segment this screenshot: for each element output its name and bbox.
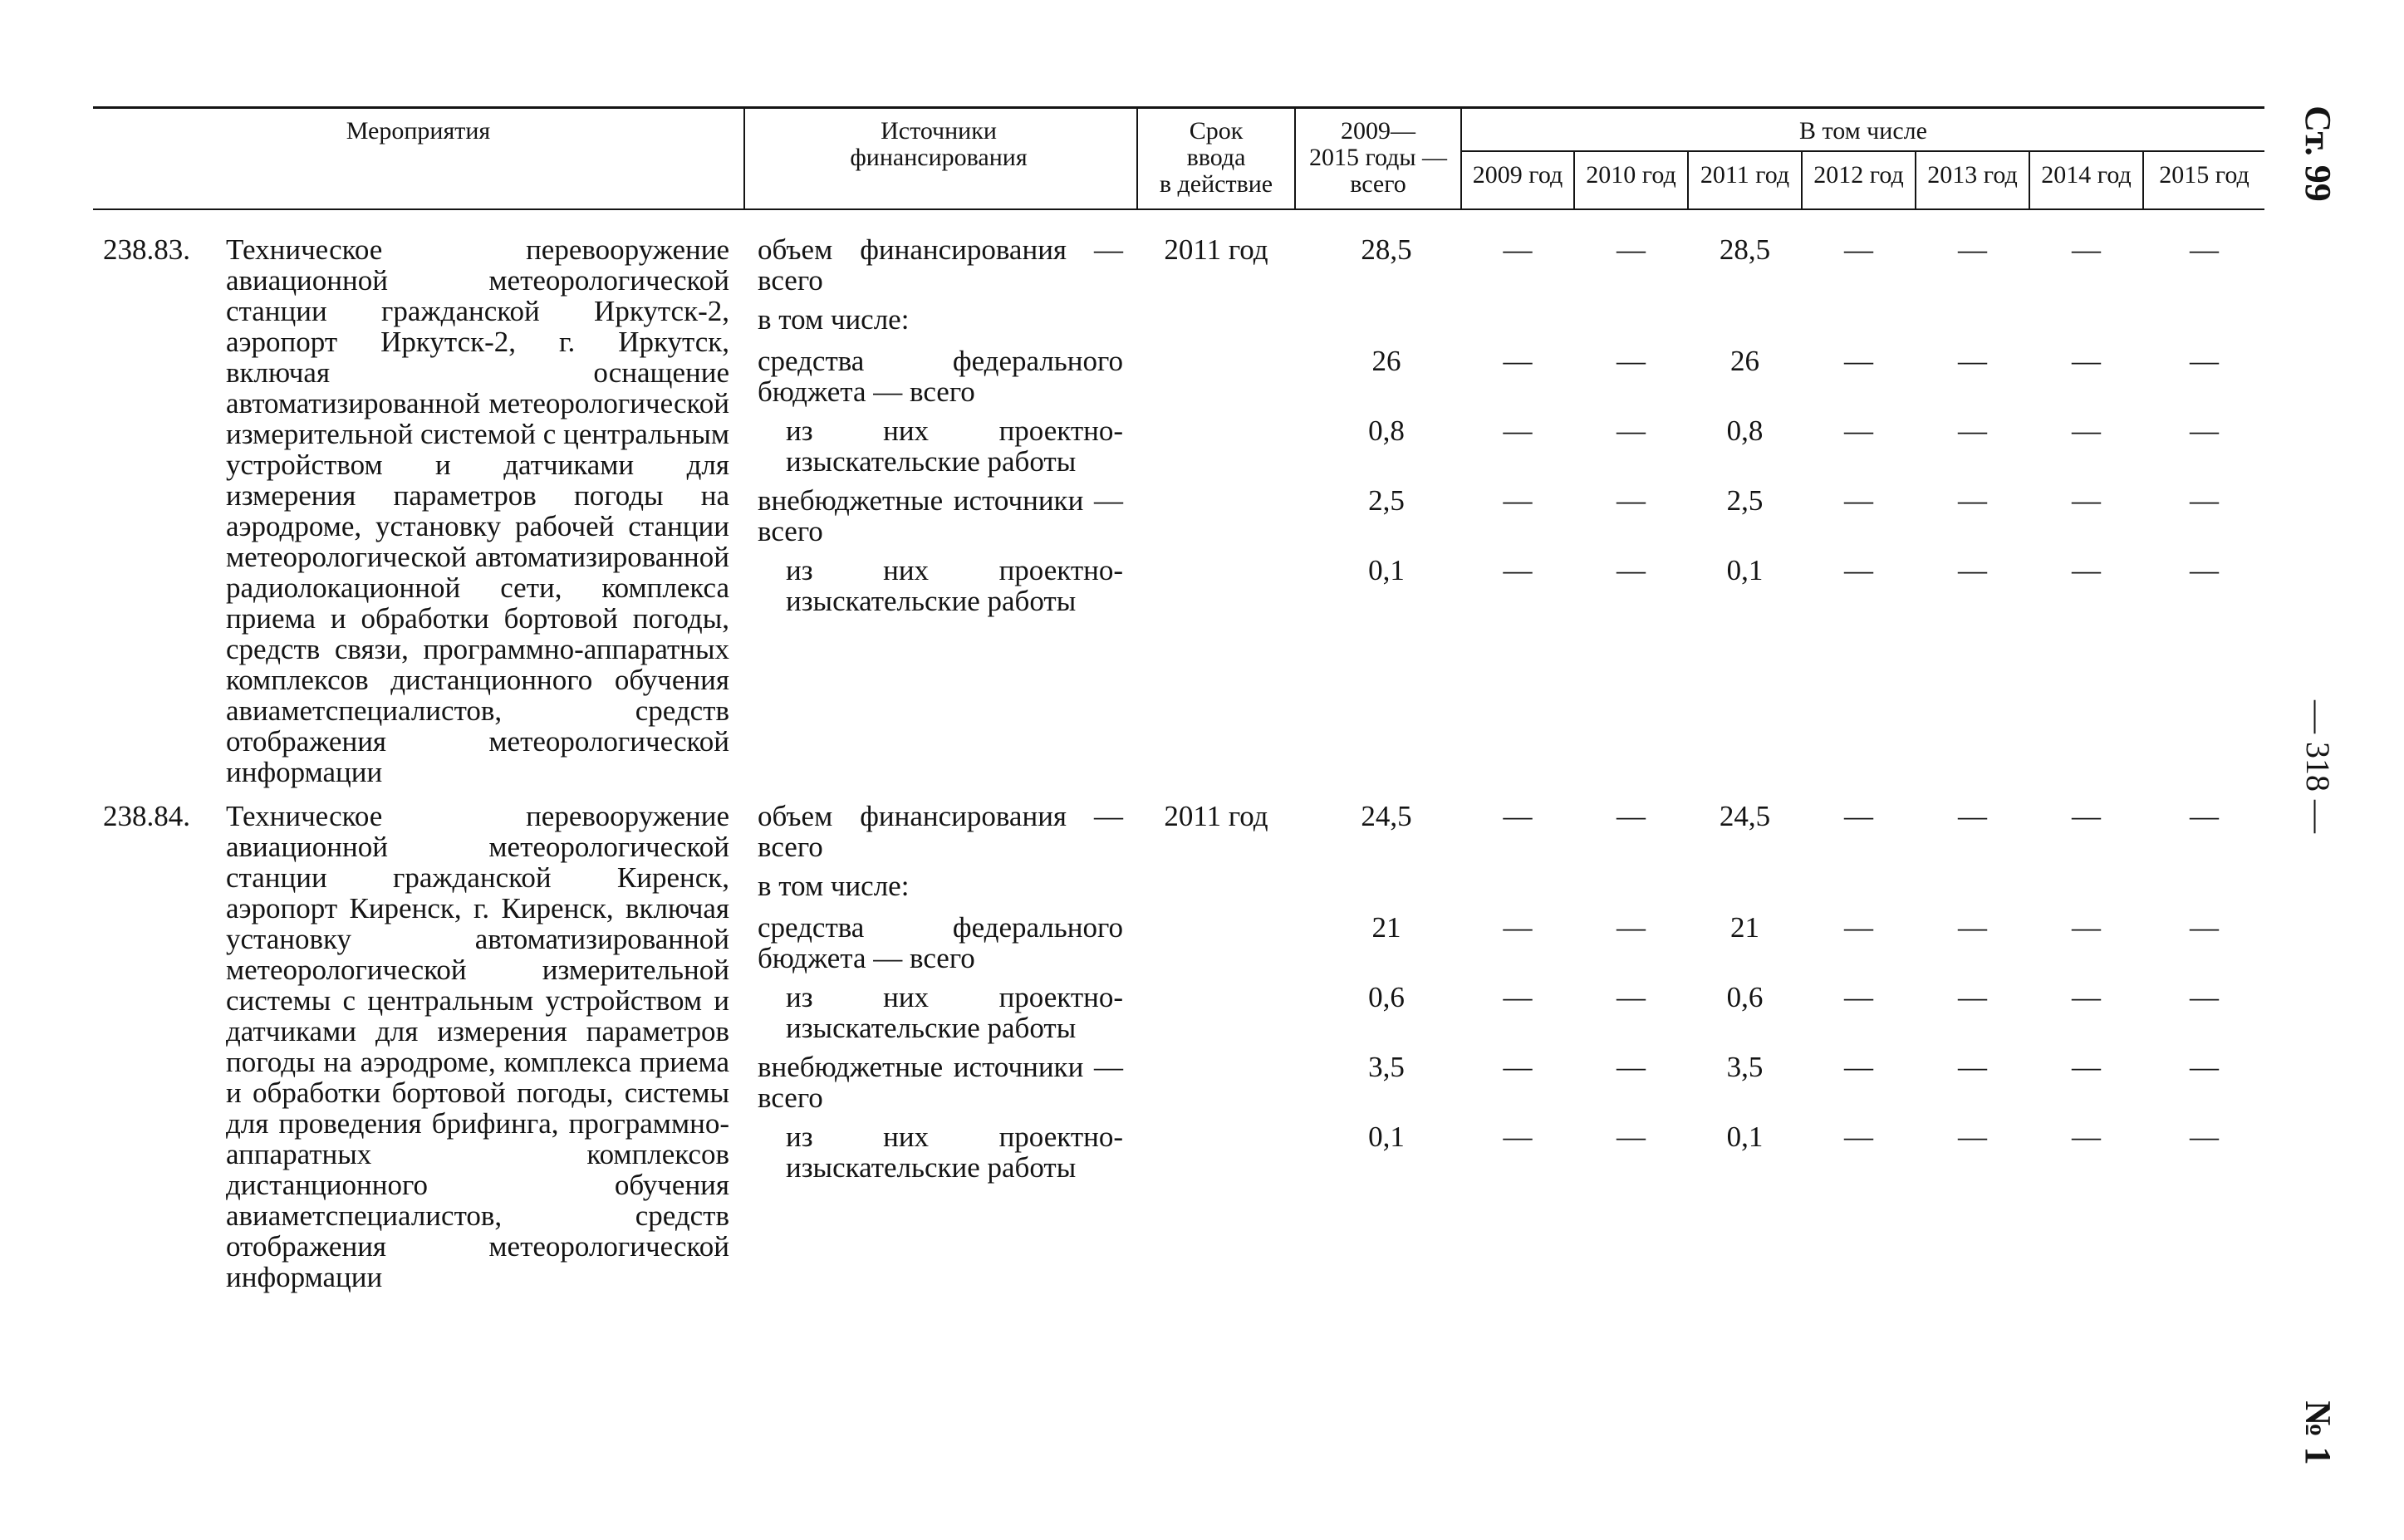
page-number: — 318 — — [2299, 700, 2337, 833]
value-year: — — [1617, 911, 1646, 944]
header-sources: Источники финансирования — [850, 117, 1028, 171]
source-label: из них проектно-изыскательские работы — [786, 1121, 1123, 1184]
value-year: — — [1844, 1121, 1873, 1153]
issue-number: № 1 — [2298, 1400, 2338, 1465]
value-year: — — [2072, 233, 2101, 266]
value-year: — — [1617, 414, 1646, 447]
value-year: — — [1844, 981, 1873, 1013]
value-year: — — [2072, 484, 2101, 517]
value-year: — — [2190, 1121, 2219, 1153]
row-description: Техническое перевооружение авиационной метеорологической станции гражданской Киренск, аэропорт Киренск, г. Киренск, включая установку автоматизированной метеорологической измерительной системы с центральным устройством и датчиками для измерения параметров погоды на аэродроме, комплекса приема и обработки бортовой погоды, системы для проведения брифинга, программно-аппаратных комплексов дистанционного обучения авиаметспециалистов, средств отображения метеорологической информации — [226, 800, 729, 1293]
value-total: 26 — [1371, 345, 1401, 377]
value-year: — — [1617, 233, 1646, 266]
value-year: — — [1844, 800, 1873, 832]
value-year: — — [1958, 981, 1987, 1013]
value-year: — — [1617, 1051, 1646, 1083]
value-total: 0,1 — [1368, 1121, 1405, 1153]
value-year: — — [1503, 911, 1533, 944]
value-year: — — [1844, 911, 1873, 944]
value-year: — — [2072, 414, 2101, 447]
value-year: — — [2072, 1121, 2101, 1153]
header-term-line: в действие — [1159, 170, 1273, 198]
value-year: — — [1503, 1121, 1533, 1153]
header-year: 2012 год — [1813, 161, 1904, 189]
value-year: — — [2072, 981, 2101, 1013]
value-year: — — [2190, 345, 2219, 377]
value-year: — — [1958, 1121, 1987, 1153]
value-total: 28,5 — [1361, 233, 1412, 266]
value-year: — — [1503, 484, 1533, 517]
value-year: 2,5 — [1726, 484, 1764, 517]
value-total: 24,5 — [1361, 800, 1412, 832]
value-year: 0,1 — [1726, 554, 1764, 586]
value-total: 0,1 — [1368, 554, 1405, 586]
value-year: — — [2190, 911, 2219, 944]
row-term: 2011 год — [1164, 800, 1268, 832]
article-reference: Ст. 99 — [2298, 105, 2338, 202]
header-total-line: 2015 годы — — [1308, 144, 1448, 171]
value-year: — — [1503, 981, 1533, 1013]
value-year: — — [2072, 1051, 2101, 1083]
header-year: 2009 год — [1472, 161, 1563, 189]
header-term-line: Срок — [1189, 117, 1244, 145]
source-label: объем финансирования — всего — [758, 800, 1123, 863]
value-total: 0,8 — [1368, 414, 1405, 447]
header-total-line: всего — [1350, 170, 1406, 198]
source-label: из них проектно-изыскательские работы — [786, 981, 1123, 1044]
value-year: 0,1 — [1726, 1121, 1764, 1153]
value-year: — — [2072, 345, 2101, 377]
value-year: — — [1617, 484, 1646, 517]
value-year: — — [2190, 484, 2219, 517]
source-label: в том числе: — [758, 870, 910, 902]
value-year: 24,5 — [1719, 800, 1771, 832]
value-year: — — [2190, 981, 2219, 1013]
value-total: 0,6 — [1368, 981, 1405, 1013]
value-year: — — [1617, 981, 1646, 1013]
value-year: — — [1844, 554, 1873, 586]
value-year: — — [1958, 1051, 1987, 1083]
value-year: — — [1844, 345, 1873, 377]
value-year: — — [2190, 800, 2219, 832]
value-year: — — [2072, 911, 2101, 944]
row-description: Техническое перевооружение авиационной метеорологической станции гражданской Иркутск-2, аэропорт Иркутск-2, г. Иркутск, включая оснащение автоматизированной метеорологической измерительной системой с центральным устройством и датчиками для измерения параметров погоды на аэродроме, установку рабочей станции метеорологической автоматизированной радиолокационной сети, комплекса приема и обработки бортовой погоды, средств связи, программно-аппаратных комплексов дистанционного обучения авиаметспециалистов, средств отображения метеорологической информации — [226, 233, 729, 788]
header-term-line: ввода — [1186, 144, 1246, 171]
row-number: 238.84. — [103, 800, 190, 832]
value-total: 21 — [1371, 911, 1401, 944]
source-label: из них проектно-изыскательские работы — [786, 414, 1123, 478]
value-year: — — [1958, 554, 1987, 586]
row-term: 2011 год — [1164, 233, 1268, 266]
value-year: — — [1958, 800, 1987, 832]
value-year: — — [1617, 554, 1646, 586]
header-year: 2014 год — [2041, 161, 2132, 189]
source-label: внебюджетные источники — всего — [758, 1051, 1123, 1114]
header-year: 2011 год — [1700, 161, 1790, 189]
header-total — [1296, 118, 1460, 198]
source-label: средства федерального бюджета — всего — [758, 911, 1123, 974]
value-year: — — [1503, 1051, 1533, 1083]
value-year: — — [1844, 414, 1873, 447]
value-year: 28,5 — [1719, 233, 1771, 266]
value-year: — — [1958, 414, 1987, 447]
value-year: 21 — [1730, 911, 1759, 944]
header-including: В том числе — [1799, 117, 1927, 145]
value-year: — — [1503, 800, 1533, 832]
value-year: — — [1503, 554, 1533, 586]
value-total: 3,5 — [1368, 1051, 1405, 1083]
value-year: — — [2072, 554, 2101, 586]
value-year: — — [1503, 233, 1533, 266]
source-label: внебюджетные источники — всего — [758, 484, 1123, 547]
value-year: — — [1958, 911, 1987, 944]
value-total: 2,5 — [1368, 484, 1405, 517]
source-label: из них проектно-изыскательские работы — [786, 554, 1123, 617]
header-bottom-rule — [93, 208, 2264, 210]
table-top-rule — [93, 106, 2264, 109]
value-year: — — [2190, 414, 2219, 447]
source-label: средства федерального бюджета — всего — [758, 345, 1123, 408]
source-label: в том числе: — [758, 303, 910, 336]
value-year: — — [2190, 554, 2219, 586]
header-year: 2010 год — [1586, 161, 1676, 189]
header-total-line: 2009— — [1341, 117, 1415, 145]
value-year: 26 — [1730, 345, 1759, 377]
value-year: — — [1617, 800, 1646, 832]
value-year: — — [1958, 345, 1987, 377]
value-year: — — [1844, 1051, 1873, 1083]
header-term — [1138, 118, 1294, 198]
value-year: — — [1958, 484, 1987, 517]
source-label: объем финансирования — всего — [758, 233, 1123, 297]
value-year: — — [1503, 345, 1533, 377]
value-year: — — [2072, 800, 2101, 832]
row-number: 238.83. — [103, 233, 190, 266]
value-year: 3,5 — [1726, 1051, 1764, 1083]
value-year: — — [1958, 233, 1987, 266]
header-divider — [743, 106, 745, 210]
value-year: — — [1617, 345, 1646, 377]
value-year: 0,8 — [1726, 414, 1764, 447]
value-year: — — [1844, 484, 1873, 517]
header-measures: Мероприятия — [346, 117, 491, 145]
value-year: — — [2190, 233, 2219, 266]
header-year: 2013 год — [1927, 161, 2018, 189]
value-year: — — [1844, 233, 1873, 266]
header-year: 2015 год — [2159, 161, 2249, 189]
value-year: — — [1503, 414, 1533, 447]
value-year: — — [1617, 1121, 1646, 1153]
value-year: 0,6 — [1726, 981, 1764, 1013]
value-year: — — [2190, 1051, 2219, 1083]
